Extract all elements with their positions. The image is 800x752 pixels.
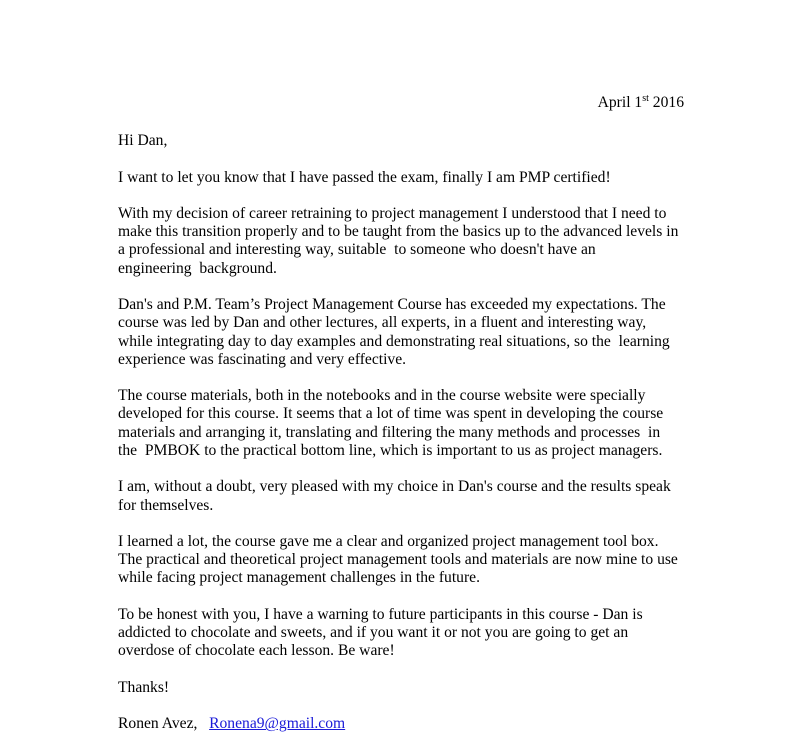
paragraph-line: materials and arranging it, translating and filtering the many methods and processes in [118, 423, 661, 441]
paragraph-line: The practical and theoretical project management tools and materials are now mine to use [118, 551, 678, 569]
closing [118, 679, 698, 697]
paragraph-line: developed for this course. It seems that a lot of time was spent in developing the course [118, 405, 664, 423]
paragraph-pmp-certified [118, 169, 698, 187]
paragraph-chocolate-warning [118, 606, 698, 661]
signature-email-link[interactable]: Ronena9@gmail.com [209, 715, 346, 733]
signature [118, 715, 698, 733]
paragraph-line: The course materials, both in the notebooks and in the course website were specially [118, 387, 646, 405]
paragraph-line: Dan's and P.M. Team’s Project Management Course has exceeded my expectations. The [118, 296, 666, 314]
paragraph-line: make this transition properly and to be taught from the basics up to the advanced levels in [118, 223, 679, 241]
date-month-day: April 1 [597, 94, 643, 111]
paragraph-line: while facing project management challenges in the future. [118, 569, 480, 587]
paragraph-line: while integrating day to day examples and demonstrating real situations, so the learning [118, 332, 670, 350]
paragraph-line: experience was fascinating and very effective. [118, 350, 407, 368]
paragraph-learned-a-lot [118, 533, 698, 588]
date-ordinal-suffix: st [642, 93, 649, 104]
paragraph-line: overdose of chocolate each lesson. Be ware! [118, 642, 395, 660]
paragraph-line: To be honest with you, I have a warning to future participants in this course - Dan is [118, 605, 643, 623]
paragraph-line: for themselves. [118, 496, 214, 514]
paragraph-line: the PMBOK to the practical bottom line, which is important to us as project managers. [118, 441, 663, 459]
date-year: 2016 [648, 94, 684, 111]
signature-name: Ronen Avez, [118, 715, 198, 733]
closing-text: Thanks! [118, 678, 170, 696]
paragraph-line: course was led by Dan and other lectures, all experts, in a fluent and interesting way, [118, 314, 647, 332]
greeting [118, 132, 698, 150]
paragraph-line: I am, without a doubt, very pleased with my choice in Dan's course and the results speak [118, 478, 671, 496]
paragraph-line: a professional and interesting way, suitable to someone who doesn't have an [118, 241, 596, 259]
paragraph-course-materials [118, 387, 698, 460]
paragraph-course-expectations [118, 296, 698, 369]
paragraph-line: I want to let you know that I have passed the exam, finally I am PMP certified! [118, 168, 611, 186]
paragraph-line: addicted to chocolate and sweets, and if you want it or not you are going to get an [118, 624, 629, 642]
letter-body [118, 132, 698, 752]
paragraph-line: engineering background. [118, 259, 277, 277]
paragraph-pleased-choice [118, 478, 698, 514]
paragraph-line: With my decision of career retraining to project management I understood that I need to [118, 205, 667, 222]
greeting-text: Hi Dan, [118, 132, 168, 149]
paragraph-career-retraining [118, 205, 698, 278]
paragraph-line: I learned a lot, the course gave me a clear and organized project management tool box. [118, 533, 659, 551]
letter-date [598, 94, 684, 112]
